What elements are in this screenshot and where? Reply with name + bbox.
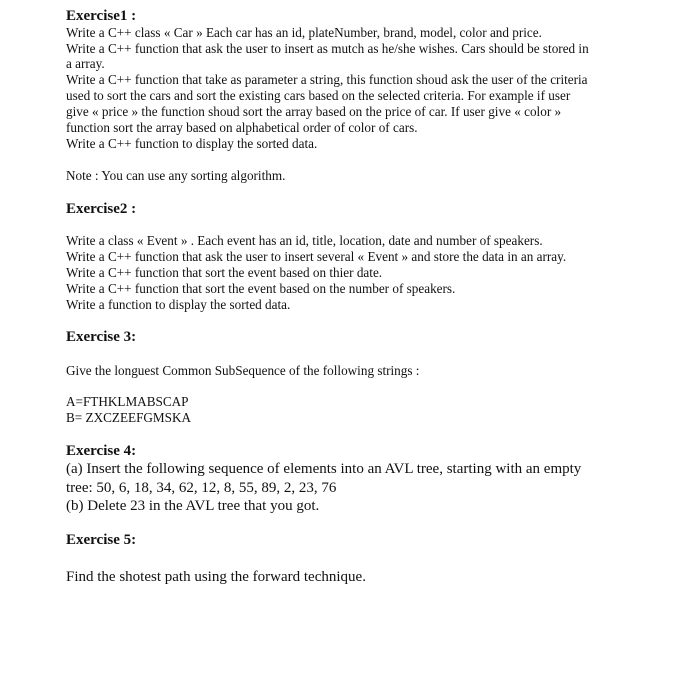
exercise-1-line: Write a C++ function that take as parameter a string, this function shoud ask the user of the criteria <box>66 72 588 87</box>
exercise-1-note: Note : You can use any sorting algorithm. <box>66 168 286 183</box>
exercise-2-line: Write a C++ function that sort the event based on the number of speakers. <box>66 281 456 296</box>
exercise-1-line: Write a C++ class « Car » Each car has an id, plateNumber, brand, model, color and price. <box>66 25 542 40</box>
exercise-1-line: Write a C++ function that ask the user to insert as mutch as he/she wishes. Cars should be stored in <box>66 41 589 56</box>
exercise-3-prompt: Give the longuest Common SubSequence of the following strings : <box>66 363 420 378</box>
exercise-1-line: function sort the array based on alphabetical order of color of cars. <box>66 120 418 135</box>
exercise-2-line: Write a class « Event » . Each event has an id, title, location, date and number of speakers. <box>66 233 543 248</box>
exercise-1-line: used to sort the cars and sort the existing cars based on the selected criteria. For example if user <box>66 88 571 103</box>
exercise-4-line: (a) Insert the following sequence of elements into an AVL tree, starting with an empty <box>66 461 582 477</box>
exercise-3-title: Exercise 3: <box>66 329 137 345</box>
exercise-2-title: Exercise2 : <box>66 201 137 217</box>
exercise-1-title: Exercise1 : <box>66 8 137 24</box>
exercise-3-string-a: A=FTHKLMABSCAP <box>66 394 189 409</box>
exercise-1-line: a array. <box>66 56 105 71</box>
exercise-2-line: Write a C++ function that sort the event based on thier date. <box>66 265 383 280</box>
exercise-5-text: Find the shotest path using the forward technique. <box>66 569 366 585</box>
exercise-2-line: Write a function to display the sorted data. <box>66 297 291 312</box>
exercise-4-line: (b) Delete 23 in the AVL tree that you got. <box>66 498 320 514</box>
exercise-2-line: Write a C++ function that ask the user to insert several « Event » and store the data in an array. <box>66 249 567 264</box>
exercise-1-line: Write a C++ function to display the sorted data. <box>66 136 318 151</box>
exercise-4-line: tree: 50, 6, 18, 34, 62, 12, 8, 55, 89, 2, 23, 76 <box>66 480 337 496</box>
exercise-3-string-b: B= ZXCZEEFGMSKA <box>66 410 192 425</box>
exercise-4-title: Exercise 4: <box>66 443 137 459</box>
exercise-5-title: Exercise 5: <box>66 532 137 548</box>
exercise-1-line: give « price » the function shoud sort the array based on the price of car. If user give « color » <box>66 104 562 119</box>
